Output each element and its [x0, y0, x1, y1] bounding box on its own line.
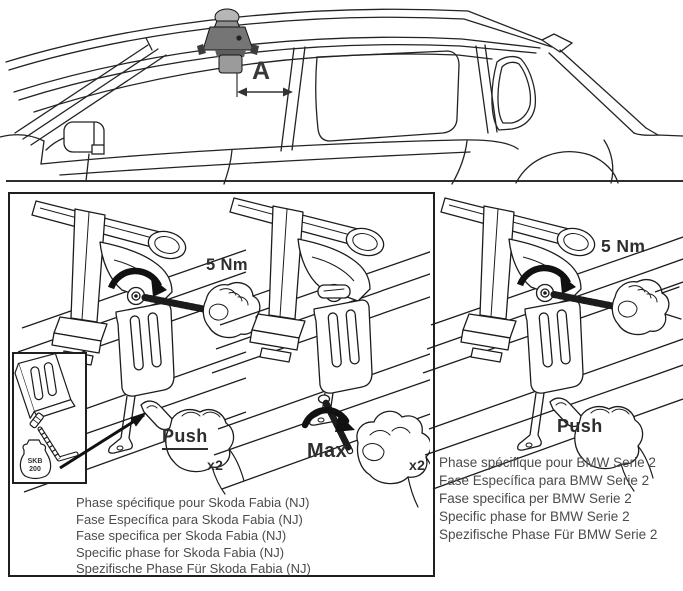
car-illustration [0, 0, 683, 185]
panel2-count-label: x2 [409, 457, 426, 473]
roof-foot [197, 9, 259, 73]
caption-line-es: Fase Específica para Skoda Fabia (NJ) [76, 511, 303, 527]
skoda-caption-block [76, 495, 311, 578]
panel1-push-label: Push [162, 426, 208, 450]
caption-line-it: Fase specifica per BMW Serie 2 [439, 491, 632, 506]
caption-line-fr: Phase spécifique pour Skoda Fabia (NJ) [76, 495, 310, 510]
panel3-torque-label: 5 Nm [601, 236, 646, 256]
dimension-a-label: A [252, 57, 271, 85]
caption-line-es: Fase Específica para BMW Serie 2 [439, 473, 650, 488]
caption-line-en: Specific phase for Skoda Fabia (NJ) [76, 544, 285, 560]
parts-bag-label-line1: SKB [27, 458, 43, 465]
caption-line-de: Spezifische Phase Für Skoda Fabia (NJ) [76, 561, 311, 576]
caption-line-it: Fase specifica per Skoda Fabia (NJ) [76, 528, 287, 543]
inset-pointer-arrow [45, 400, 165, 480]
panel3-push-label: Push [557, 416, 603, 436]
car-outline [0, 9, 683, 184]
panel2-max-label: Max [307, 440, 348, 462]
caption-line-de: Spezifische Phase Für BMW Serie 2 [439, 527, 658, 542]
panel1-torque-label: 5 Nm [206, 256, 248, 274]
caption-line-fr: Phase spécifique pour BMW Serie 2 [439, 455, 656, 470]
bmw-caption-block [439, 454, 657, 544]
panel1-count-label: x2 [207, 457, 224, 473]
parts-bag-label-line2: 200 [29, 466, 41, 473]
caption-line-en: Specific phase for BMW Serie 2 [439, 509, 630, 524]
